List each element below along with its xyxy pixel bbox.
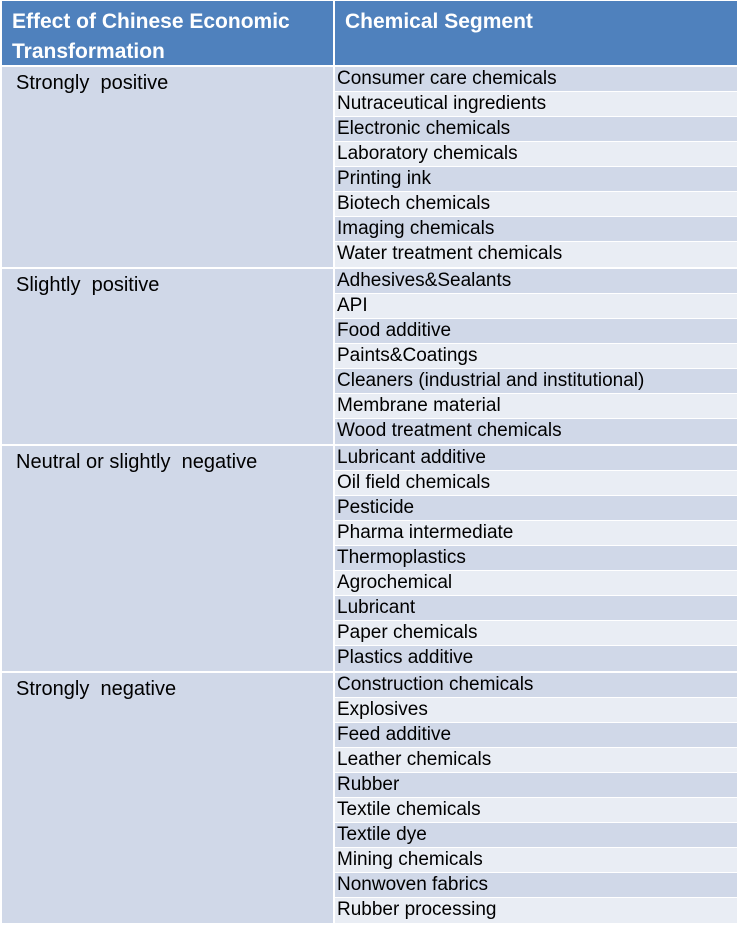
segment-cell: Food additive [335,319,737,344]
segment-cell: Cleaners (industrial and institutional) [335,369,737,394]
segment-cell: Plastics additive [335,646,737,671]
segment-cell: Paints&Coatings [335,344,737,369]
segment-cell: Membrane material [335,394,737,419]
segment-cell: Pharma intermediate [335,521,737,546]
segment-cell: API [335,294,737,319]
segment-cell: Laboratory chemicals [335,142,737,167]
segment-cell: Lubricant [335,596,737,621]
segment-list [335,446,737,671]
segment-cell: Biotech chemicals [335,192,737,217]
segment-cell: Pesticide [335,496,737,521]
segment-cell: Explosives [335,698,737,723]
header-effect: Effect of Chinese Economic Transformation [2,1,335,65]
table-header [2,1,737,67]
effect-segment-table [2,1,737,925]
segment-cell: Paper chemicals [335,621,737,646]
segment-cell: Nonwoven fabrics [335,873,737,898]
table-body [2,67,737,925]
segment-cell: Construction chemicals [335,673,737,698]
header-segment: Chemical Segment [335,1,737,65]
segment-cell: Rubber processing [335,898,737,923]
segment-cell: Textile dye [335,823,737,848]
effect-cell: Strongly negative [2,673,335,923]
effect-group [2,67,737,269]
segment-cell: Lubricant additive [335,446,737,471]
segment-cell: Wood treatment chemicals [335,419,737,444]
segment-cell: Printing ink [335,167,737,192]
segment-cell: Oil field chemicals [335,471,737,496]
segment-list [335,67,737,267]
segment-cell: Leather chemicals [335,748,737,773]
effect-group [2,673,737,925]
segment-cell: Agrochemical [335,571,737,596]
effect-cell: Slightly positive [2,269,335,444]
segment-cell: Feed additive [335,723,737,748]
effect-cell: Neutral or slightly negative [2,446,335,671]
segment-cell: Water treatment chemicals [335,242,737,267]
segment-cell: Mining chemicals [335,848,737,873]
segment-cell: Electronic chemicals [335,117,737,142]
segment-cell: Nutraceutical ingredients [335,92,737,117]
segment-cell: Textile chemicals [335,798,737,823]
segment-list [335,673,737,923]
segment-cell: Imaging chemicals [335,217,737,242]
effect-group [2,446,737,673]
segment-cell: Consumer care chemicals [335,67,737,92]
segment-cell: Adhesives&Sealants [335,269,737,294]
segment-cell: Thermoplastics [335,546,737,571]
effect-cell: Strongly positive [2,67,335,267]
effect-group [2,269,737,446]
segment-list [335,269,737,444]
segment-cell: Rubber [335,773,737,798]
